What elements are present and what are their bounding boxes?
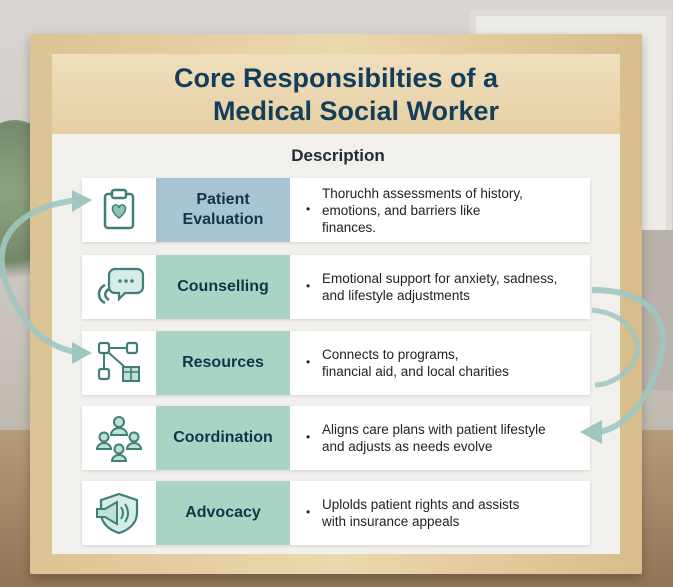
row-label: Advocacy [156, 481, 290, 545]
bullet: • [306, 430, 311, 444]
row-label: Resources [156, 331, 290, 395]
bullet: • [306, 279, 311, 293]
right-inner-arrow [592, 310, 637, 385]
row-label: Counselling [156, 255, 290, 319]
left-arrowhead-bottom [72, 342, 92, 364]
left-arrowhead-top [72, 190, 92, 212]
title-line-1: Core Responsibilties of a [173, 63, 499, 93]
row-label: Patient Evaluation [156, 178, 290, 242]
title-line-2: Medical Social Worker [212, 96, 500, 126]
bullet: • [306, 355, 311, 369]
description-text: Uplolds patient rights and assists with insurance appeals [322, 497, 520, 529]
description-text: Connects to programs, financial aid, and local charities [322, 347, 509, 379]
row-label: Coordination [156, 406, 290, 470]
column-header: Description [291, 146, 385, 165]
description-text: Aligns care plans with patient lifestyle and adjusts as needs evolve [322, 422, 546, 454]
bullet: • [306, 202, 311, 216]
bullet: • [306, 505, 311, 519]
description-text: Thoruchh assessments of history, emotions, and barriers like finances. [322, 185, 523, 235]
left-curved-arrow [2, 200, 78, 352]
right-arrowhead [580, 420, 602, 444]
description-text: Emotional support for anxiety, sadness, and lifestyle adjustments [322, 271, 558, 303]
